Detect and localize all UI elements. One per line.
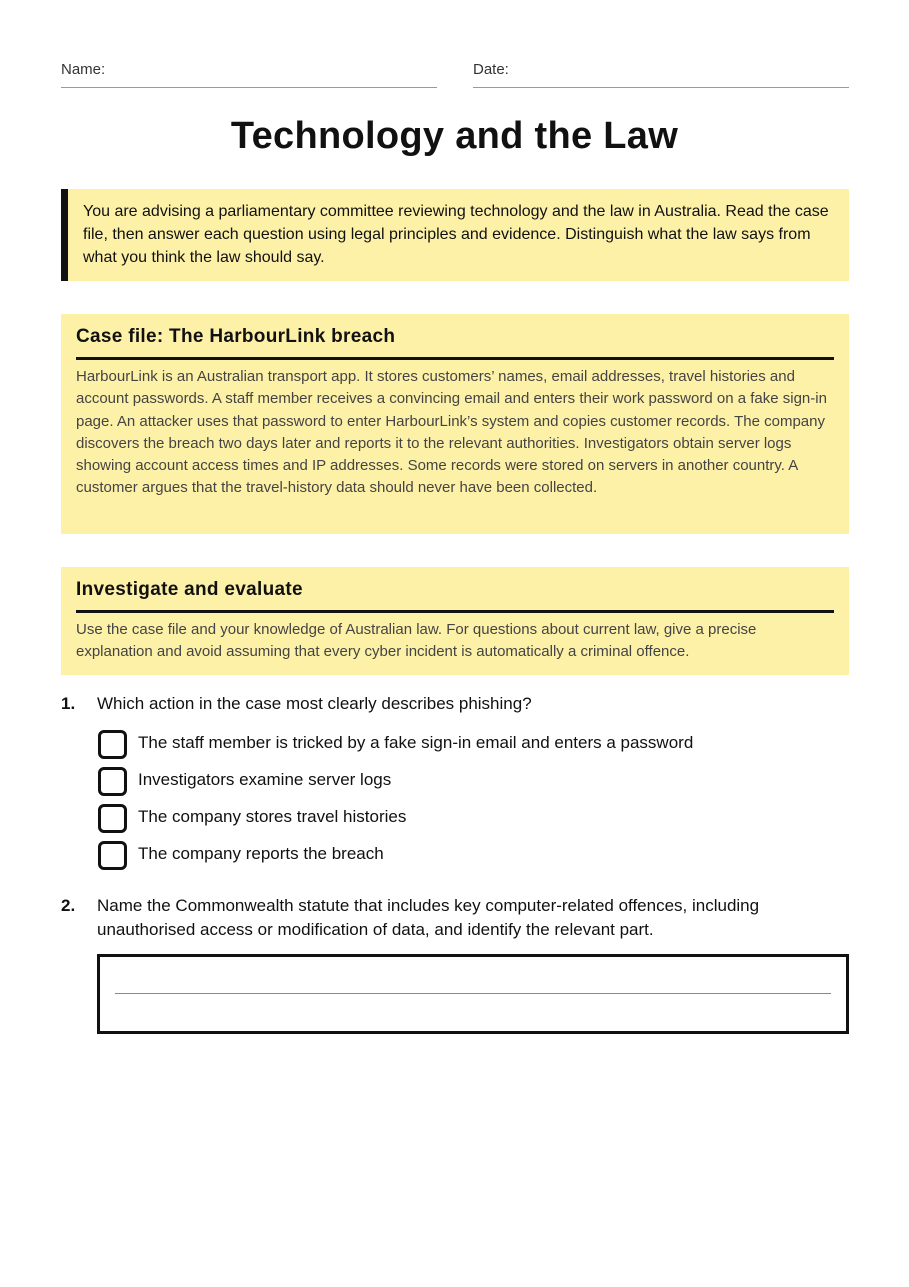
option-label: Investigators examine server logs xyxy=(138,770,392,789)
question-text: Which action in the case most clearly describes phishing? xyxy=(97,694,532,713)
checkbox[interactable] xyxy=(98,841,127,870)
writing-line xyxy=(115,993,831,994)
question-number: 1. xyxy=(61,694,76,713)
investigate-panel xyxy=(61,567,849,675)
date-field[interactable] xyxy=(473,60,849,88)
intro-callout xyxy=(61,189,849,281)
page-title: Technology and the Law xyxy=(230,115,679,157)
name-label: Name: xyxy=(61,61,106,78)
answer-option[interactable] xyxy=(97,804,849,841)
answer-option[interactable] xyxy=(97,730,849,767)
name-field[interactable] xyxy=(61,60,437,88)
case-file-body: HarbourLink is an Australian transport app. It stores customers’ names, email addresses, travel histories and account passwords. A staff member receives a convincing email and enters their work password on a fake sign-in page. An attacker uses that password to enter HarbourLink’s system and copies customer records. The company discovers the breach two days later and reports it to the relevant authorities. Investigators obtain server logs showing account access times and IP addresses. Some records were stored on servers in another country. A customer argues that the travel-history data should never have been collected. xyxy=(76,368,827,497)
header-row xyxy=(61,60,849,88)
checkbox[interactable] xyxy=(98,804,127,833)
case-file-heading: Case file: The HarbourLink breach xyxy=(76,325,834,360)
question-text: Name the Commonwealth statute that includes key computer-related offences, including unauthorised access or modification of data, and identify the relevant part. xyxy=(97,896,760,939)
date-label: Date: xyxy=(473,61,509,78)
checkbox[interactable] xyxy=(98,767,127,796)
case-file-panel xyxy=(61,314,849,534)
investigate-body: Use the case file and your knowledge of Australian law. For questions about current law, give a precise explanation and avoid assuming that every cyber incident is automatically a criminal offence. xyxy=(76,621,757,661)
option-label: The company reports the breach xyxy=(138,844,384,863)
option-label: The staff member is tricked by a fake sign-in email and enters a password xyxy=(138,733,694,752)
answer-options xyxy=(97,730,849,878)
question-number: 2. xyxy=(61,896,76,915)
answer-option[interactable] xyxy=(97,841,849,878)
intro-text: You are advising a parliamentary committee reviewing technology and the law in Australia. Read the case file, then answer each question using legal principles and evidence. Distinguish what the law says from what you think the law should say. xyxy=(83,203,829,266)
option-label: The company stores travel histories xyxy=(138,807,407,826)
investigate-heading: Investigate and evaluate xyxy=(76,578,834,613)
answer-box[interactable] xyxy=(97,954,849,1034)
checkbox[interactable] xyxy=(98,730,127,759)
answer-option[interactable] xyxy=(97,767,849,804)
